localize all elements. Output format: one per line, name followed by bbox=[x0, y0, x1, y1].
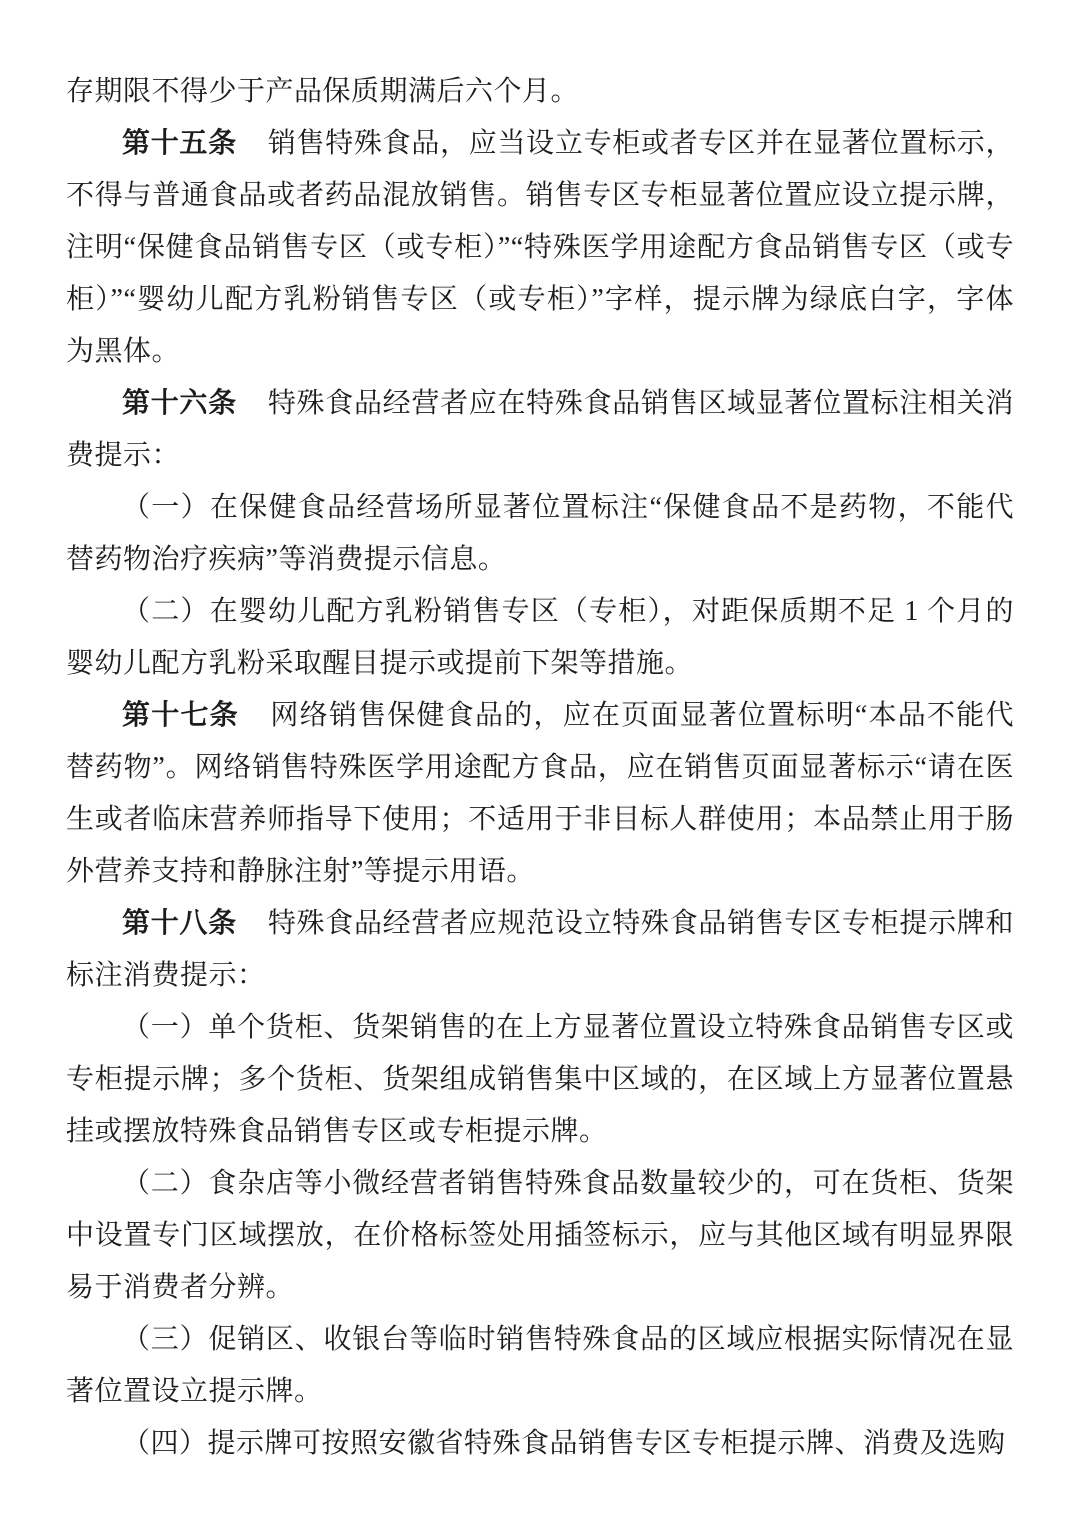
article-paragraph bbox=[66, 378, 1014, 482]
paragraph-text: （二）食杂店等小微经营者销售特殊食品数量较少的，可在货柜、货架中设置专门区域摆放，在价格标签处用插签标示，应与其他区域有明显界限易于消费者分辨。 bbox=[66, 1168, 1014, 1303]
item-paragraph bbox=[66, 482, 1014, 586]
article-paragraph bbox=[66, 898, 1014, 1002]
paragraph-text: （四）提示牌可按照安徽省特殊食品销售专区专柜提示牌、消费及选购 bbox=[122, 1428, 1006, 1459]
paragraph-text: 特殊食品经营者应在特殊食品销售区域显著位置标注相关消费提示： bbox=[66, 388, 1014, 471]
item-paragraph bbox=[66, 586, 1014, 690]
paragraph-text: （二）在婴幼儿配方乳粉销售专区（专柜），对距保质期不足 1 个月的婴幼儿配方乳粉采取醒目提示或提前下架等措施。 bbox=[66, 596, 1014, 679]
item-paragraph bbox=[66, 1002, 1014, 1158]
paragraph-text: （一）在保健食品经营场所显著位置标注“保健食品不是药物，不能代替药物治疗疾病”等消费提示信息。 bbox=[66, 492, 1014, 575]
paragraph-text: （一）单个货柜、货架销售的在上方显著位置设立特殊食品销售专区或专柜提示牌；多个货柜、货架组成销售集中区域的，在区域上方显著位置悬挂或摆放特殊食品销售专区或专柜提示牌。 bbox=[66, 1012, 1014, 1147]
paragraph-text: 销售特殊食品，应当设立专柜或者专区并在显著位置标示，不得与普通食品或者药品混放销售。销售专区专柜显著位置应设立提示牌，注明“保健食品销售专区（或专柜）”“特殊医学用途配方食品销售专区（或专柜）”“婴幼儿配方乳粉销售专区（或专柜）”字样，提示牌为绿底白字，字体为黑体。 bbox=[66, 128, 1014, 367]
item-paragraph bbox=[66, 1158, 1014, 1314]
article-number: 第十七条 bbox=[122, 700, 239, 731]
article-paragraph bbox=[66, 118, 1014, 378]
article-number: 第十五条 bbox=[122, 128, 237, 159]
document-body bbox=[66, 66, 1014, 1470]
paragraph-text: 存期限不得少于产品保质期满后六个月。 bbox=[66, 76, 580, 107]
paragraph-text: 特殊食品经营者应规范设立特殊食品销售专区专柜提示牌和标注消费提示： bbox=[66, 908, 1014, 991]
item-paragraph bbox=[66, 1418, 1014, 1470]
paragraph-text: （三）促销区、收银台等临时销售特殊食品的区域应根据实际情况在显著位置设立提示牌。 bbox=[66, 1324, 1014, 1407]
article-paragraph bbox=[66, 690, 1014, 898]
article-number: 第十八条 bbox=[122, 908, 237, 939]
paragraph-text: 网络销售保健食品的，应在页面显著位置标明“本品不能代替药物”。网络销售特殊医学用途配方食品，应在销售页面显著标示“请在医生或者临床营养师指导下使用；不适用于非目标人群使用；本品禁止用于肠外营养支持和静脉注射”等提示用语。 bbox=[66, 700, 1015, 887]
continuation-paragraph bbox=[66, 66, 1014, 118]
item-paragraph bbox=[66, 1314, 1014, 1418]
article-number: 第十六条 bbox=[122, 388, 237, 419]
